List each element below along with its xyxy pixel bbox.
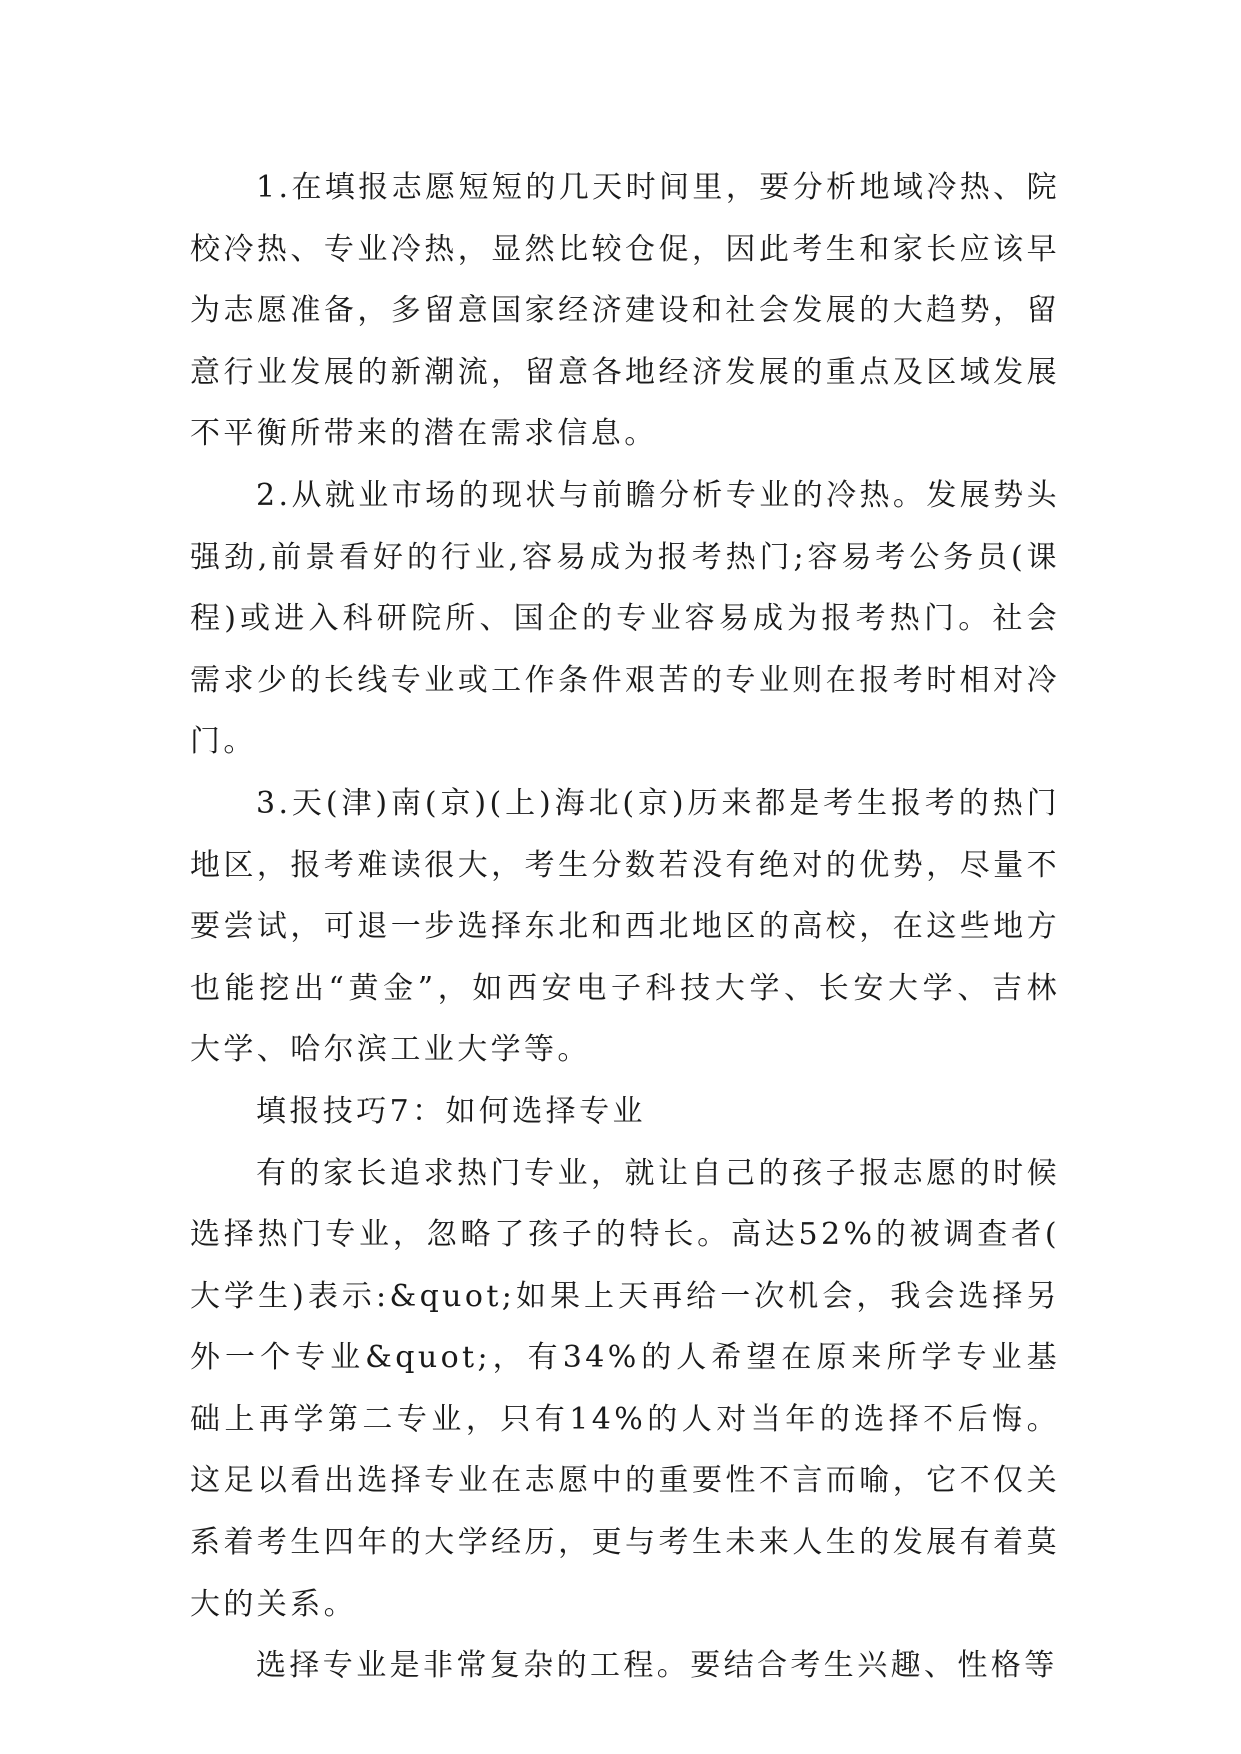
section-heading-tip-7: 填报技巧7：如何选择专业	[256, 1093, 646, 1129]
paragraph-job-market: 2.从就业市场的现状与前瞻分析专业的冷热。发展势头强劲,前景看好的行业,容易成为报考热门;容易考公务员(课程)或进入科研院所、国企的专业容易成为报考热门。社会需求少的长线专业或工作条件艰苦的专业则在报考时相对冷门。	[190, 477, 1060, 760]
paragraph-choosing-major: 有的家长追求热门专业，就让自己的孩子报志愿的时候选择热门专业，忽略了孩子的特长。高达52%的被调查者(大学生)表示:&quot;如果上天再给一次机会，我会选择另外一个专业&quot;，有34%的人希望在原来所学专业基础上再学第二专业，只有14%的人对当年的选择不后悔。这足以看出选择专业在志愿中的重要性不言而喻，它不仅关系着考生四年的大学经历，更与考生未来人生的发展有着莫大的关系。	[190, 1155, 1060, 1622]
paragraph-regional-analysis: 1.在填报志愿短短的几天时间里，要分析地域冷热、院校冷热、专业冷热，显然比较仓促，因此考生和家长应该早为志愿准备，多留意国家经济建设和社会发展的大趋势，留意行业发展的新潮流，留意各地经济发展的重点及区域发展不平衡所带来的潜在需求信息。	[190, 170, 1060, 452]
body-text	[190, 157, 1060, 1697]
paragraph-complex-process: 选择专业是非常复杂的工程。要结合考生兴趣、性格等	[256, 1648, 1058, 1684]
paragraph-hot-regions: 3.天(津)南(京)(上)海北(京)历来都是考生报考的热门地区，报考难读很大，考生分数若没有绝对的优势，尽量不要尝试，可退一步选择东北和西北地区的高校，在这些地方也能挖出“黄金”，如西安电子科技大学、长安大学、吉林大学、哈尔滨工业大学等。	[190, 785, 1060, 1068]
